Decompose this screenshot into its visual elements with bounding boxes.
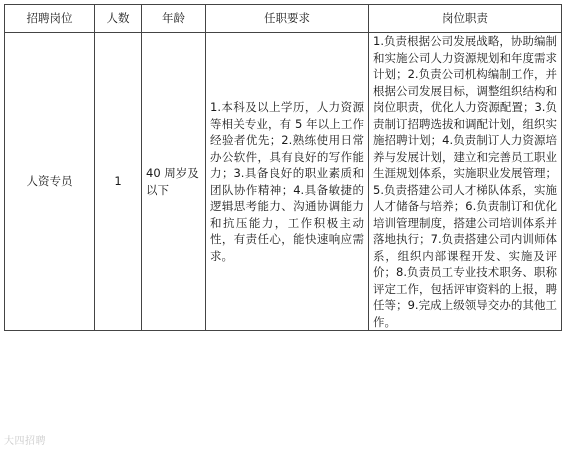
header-age: 年龄 <box>142 5 206 33</box>
cell-count: 1 <box>95 33 142 331</box>
table-row <box>5 33 562 331</box>
header-duties: 岗位职责 <box>369 5 562 33</box>
cell-requirements: 1.本科及以上学历，人力资源等相关专业，有 5 年以上工作经验者优先；2.熟练使用日常办公软件，具有良好的写作能力；3.具备良好的职业素质和团队协作精神；4.具备敏捷的逻辑思考能力、沟通协调能力和抗压能力，工作积极主动性，有责任心，能快速响应需求。 <box>206 33 369 331</box>
cell-duties: 1.负责根据公司发展战略，协助编制和实施公司人力资源规划和年度需求计划；2.负责公司机构编制工作，并根据公司发展目标，调整组织结构和岗位职责，优化人力资源配置；3.负责制订招聘选拔和调配计划，组织实施招聘计划；4.负责制订人力资源培养与发展计划，建立和完善员工职业生涯规划体系，实施职业发展管理；5.负责搭建公司人才梯队体系，实施人才储备与培养；6.负责制订和优化培训管理制度，搭建公司培训体系并落地执行；7.负责搭建公司内训师体系，组织内部课程开发、实施及评价；8.负责员工专业技术职务、职称评定工作，包括评审资料的上报，聘任等；9.完成上级领导交办的其他工作。 <box>369 33 562 331</box>
table-header-row <box>5 5 562 33</box>
watermark: 大四招聘 <box>4 436 46 447</box>
header-position: 招聘岗位 <box>5 5 95 33</box>
header-count: 人数 <box>95 5 142 33</box>
cell-age: 40 周岁及以下 <box>142 33 206 331</box>
header-requirements: 任职要求 <box>206 5 369 33</box>
cell-position: 人资专员 <box>5 33 95 331</box>
job-posting-table <box>4 4 562 331</box>
